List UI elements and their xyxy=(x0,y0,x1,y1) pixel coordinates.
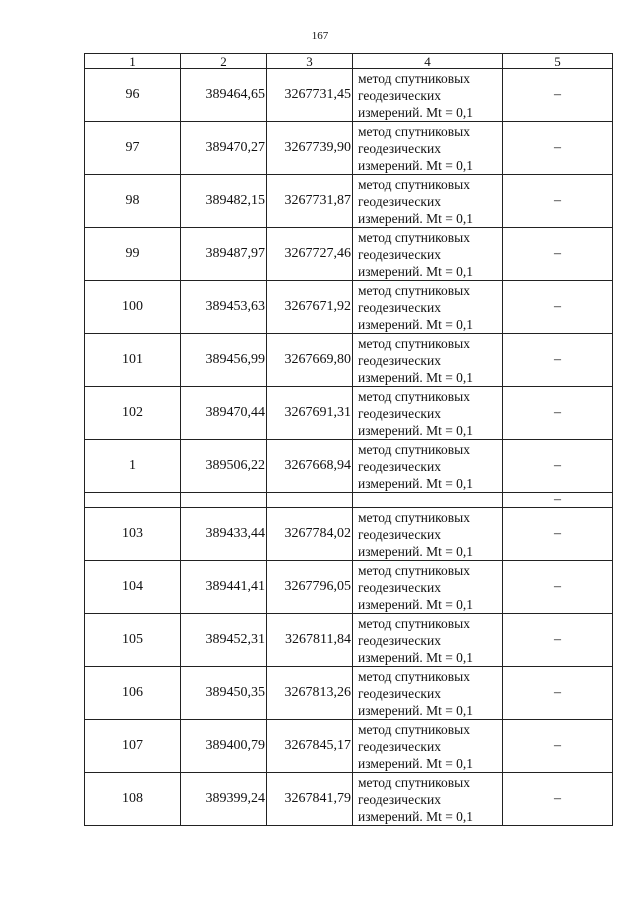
method-line: измерений. Mt = 0,1 xyxy=(358,369,474,385)
method-line: геодезических xyxy=(358,193,441,209)
method-line: геодезических xyxy=(358,685,441,701)
table-row xyxy=(85,440,613,493)
note-dash: – xyxy=(503,561,613,614)
note-dash: – xyxy=(503,667,613,720)
method-line: геодезических xyxy=(358,87,441,103)
header-cell-3: 3 xyxy=(267,54,353,69)
method-line: метод спутниковых xyxy=(358,615,470,631)
table-row xyxy=(85,175,613,228)
y-coordinate: 3267845,17 xyxy=(267,720,353,773)
y-coordinate: 3267727,46 xyxy=(267,228,353,281)
method-line: метод спутниковых xyxy=(358,388,470,404)
header-cell-1: 1 xyxy=(85,54,181,69)
method-line: метод спутниковых xyxy=(358,509,470,525)
note-dash: – xyxy=(503,281,613,334)
method-line: измерений. Mt = 0,1 xyxy=(358,104,474,120)
method-line: геодезических xyxy=(358,299,441,315)
method-description xyxy=(353,561,503,614)
method-line: измерений. Mt = 0,1 xyxy=(358,702,474,718)
note-dash: – xyxy=(503,69,613,122)
point-number: 96 xyxy=(85,69,181,122)
point-number: 107 xyxy=(85,720,181,773)
x-coordinate: 389450,35 xyxy=(181,667,267,720)
method-line: метод спутниковых xyxy=(358,668,470,684)
method-line: метод спутниковых xyxy=(358,282,470,298)
empty-cell xyxy=(181,493,267,508)
method-description xyxy=(353,122,503,175)
method-description xyxy=(353,667,503,720)
x-coordinate: 389464,65 xyxy=(181,69,267,122)
point-number: 103 xyxy=(85,508,181,561)
point-number: 99 xyxy=(85,228,181,281)
method-line: метод спутниковых xyxy=(358,70,470,86)
method-line: измерений. Mt = 0,1 xyxy=(358,210,474,226)
method-description xyxy=(353,69,503,122)
y-coordinate: 3267784,02 xyxy=(267,508,353,561)
method-line: метод спутниковых xyxy=(358,774,470,790)
method-line: геодезических xyxy=(358,458,441,474)
method-line: метод спутниковых xyxy=(358,441,470,457)
x-coordinate: 389506,22 xyxy=(181,440,267,493)
method-line: измерений. Mt = 0,1 xyxy=(358,543,474,559)
point-number: 106 xyxy=(85,667,181,720)
y-coordinate: 3267668,94 xyxy=(267,440,353,493)
note-dash: – xyxy=(503,720,613,773)
x-coordinate: 389452,31 xyxy=(181,614,267,667)
header-cell-5: 5 xyxy=(503,54,613,69)
page-number: 167 xyxy=(311,30,329,42)
table-row xyxy=(85,69,613,122)
table-row xyxy=(85,122,613,175)
point-number: 97 xyxy=(85,122,181,175)
note-dash: – xyxy=(503,773,613,826)
header-cell-4: 4 xyxy=(353,54,503,69)
method-line: измерений. Mt = 0,1 xyxy=(358,422,474,438)
point-number: 105 xyxy=(85,614,181,667)
method-line: измерений. Mt = 0,1 xyxy=(358,157,474,173)
method-line: геодезических xyxy=(358,526,441,542)
table-row xyxy=(85,720,613,773)
method-line: метод спутниковых xyxy=(358,562,470,578)
empty-cell xyxy=(85,493,181,508)
point-number: 108 xyxy=(85,773,181,826)
x-coordinate: 389433,44 xyxy=(181,508,267,561)
method-description xyxy=(353,281,503,334)
table-row xyxy=(85,773,613,826)
method-line: метод спутниковых xyxy=(358,229,470,245)
header-cell-2: 2 xyxy=(181,54,267,69)
x-coordinate: 389453,63 xyxy=(181,281,267,334)
note-dash: – xyxy=(503,614,613,667)
table-row xyxy=(85,561,613,614)
table-row xyxy=(85,228,613,281)
table-row xyxy=(85,508,613,561)
coordinates-table xyxy=(84,53,613,826)
method-line: метод спутниковых xyxy=(358,335,470,351)
note-dash: – xyxy=(503,387,613,440)
method-line: геодезических xyxy=(358,405,441,421)
y-coordinate: 3267813,26 xyxy=(267,667,353,720)
method-line: измерений. Mt = 0,1 xyxy=(358,755,474,771)
method-line: геодезических xyxy=(358,632,441,648)
x-coordinate: 389482,15 xyxy=(181,175,267,228)
method-line: измерений. Mt = 0,1 xyxy=(358,649,474,665)
note-dash: – xyxy=(503,175,613,228)
method-line: геодезических xyxy=(358,246,441,262)
y-coordinate: 3267841,79 xyxy=(267,773,353,826)
method-description xyxy=(353,228,503,281)
method-line: геодезических xyxy=(358,738,441,754)
header-row xyxy=(85,54,613,69)
point-number: 98 xyxy=(85,175,181,228)
table-row xyxy=(85,667,613,720)
table-row xyxy=(85,387,613,440)
x-coordinate: 389441,41 xyxy=(181,561,267,614)
method-line: измерений. Mt = 0,1 xyxy=(358,316,474,332)
table-row xyxy=(85,614,613,667)
method-line: метод спутниковых xyxy=(358,721,470,737)
empty-cell xyxy=(353,493,503,508)
x-coordinate: 389487,97 xyxy=(181,228,267,281)
y-coordinate: 3267731,45 xyxy=(267,69,353,122)
method-description xyxy=(353,614,503,667)
method-line: геодезических xyxy=(358,791,441,807)
method-description xyxy=(353,387,503,440)
table-row xyxy=(85,281,613,334)
y-coordinate: 3267796,05 xyxy=(267,561,353,614)
empty-cell xyxy=(267,493,353,508)
y-coordinate: 3267811,84 xyxy=(267,614,353,667)
x-coordinate: 389399,24 xyxy=(181,773,267,826)
note-dash: – xyxy=(503,334,613,387)
method-description xyxy=(353,773,503,826)
x-coordinate: 389470,44 xyxy=(181,387,267,440)
point-number: 100 xyxy=(85,281,181,334)
method-line: геодезических xyxy=(358,352,441,368)
separator-row xyxy=(85,493,613,508)
method-line: измерений. Mt = 0,1 xyxy=(358,475,474,491)
note-dash: – xyxy=(503,493,613,508)
note-dash: – xyxy=(503,122,613,175)
note-dash: – xyxy=(503,508,613,561)
x-coordinate: 389470,27 xyxy=(181,122,267,175)
y-coordinate: 3267739,90 xyxy=(267,122,353,175)
y-coordinate: 3267731,87 xyxy=(267,175,353,228)
method-line: измерений. Mt = 0,1 xyxy=(358,808,474,824)
method-description xyxy=(353,720,503,773)
y-coordinate: 3267691,31 xyxy=(267,387,353,440)
method-description xyxy=(353,175,503,228)
method-line: измерений. Mt = 0,1 xyxy=(358,263,474,279)
note-dash: – xyxy=(503,440,613,493)
method-description xyxy=(353,508,503,561)
method-line: измерений. Mt = 0,1 xyxy=(358,596,474,612)
note-dash: – xyxy=(503,228,613,281)
point-number: 101 xyxy=(85,334,181,387)
method-line: метод спутниковых xyxy=(358,176,470,192)
method-line: геодезических xyxy=(358,579,441,595)
table-row xyxy=(85,334,613,387)
y-coordinate: 3267671,92 xyxy=(267,281,353,334)
point-number: 102 xyxy=(85,387,181,440)
method-description xyxy=(353,334,503,387)
method-line: метод спутниковых xyxy=(358,123,470,139)
point-number: 1 xyxy=(85,440,181,493)
method-line: геодезических xyxy=(358,140,441,156)
x-coordinate: 389400,79 xyxy=(181,720,267,773)
method-description xyxy=(353,440,503,493)
y-coordinate: 3267669,80 xyxy=(267,334,353,387)
x-coordinate: 389456,99 xyxy=(181,334,267,387)
point-number: 104 xyxy=(85,561,181,614)
